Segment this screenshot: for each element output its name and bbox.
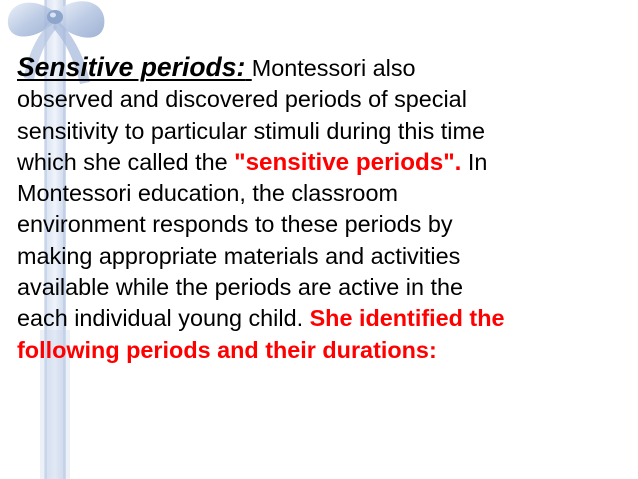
text-line-1-body: Montessori also <box>251 55 416 81</box>
text-line-10: following periods and their durations: <box>17 336 437 363</box>
slide-heading: Sensitive periods: <box>17 52 246 82</box>
bow-knot <box>47 10 63 24</box>
text-line-4-before: which she called the <box>17 148 235 175</box>
text-line-8: available while the periods are active in the <box>17 274 463 301</box>
text-line-1 <box>17 52 629 84</box>
text-line-7: making appropriate materials and activities <box>17 242 461 269</box>
text-line-3: sensitivity to particular stimuli during this time <box>17 117 485 144</box>
slide-body-text <box>17 52 629 366</box>
text-line-9 <box>17 303 629 334</box>
text-line-2: observed and discovered periods of special <box>17 86 467 113</box>
text-line-6: environment responds to these periods by <box>17 211 453 238</box>
text-line-9-before: each individual young child. <box>17 305 310 332</box>
text-line-4-after: In <box>461 148 488 175</box>
text-line-4 <box>17 147 629 178</box>
sensitive-periods-term: "sensitive periods". <box>234 148 462 176</box>
text-line-5: Montessori education, the classroom <box>17 180 398 207</box>
highlight-she-identified: She identified the <box>309 305 505 332</box>
